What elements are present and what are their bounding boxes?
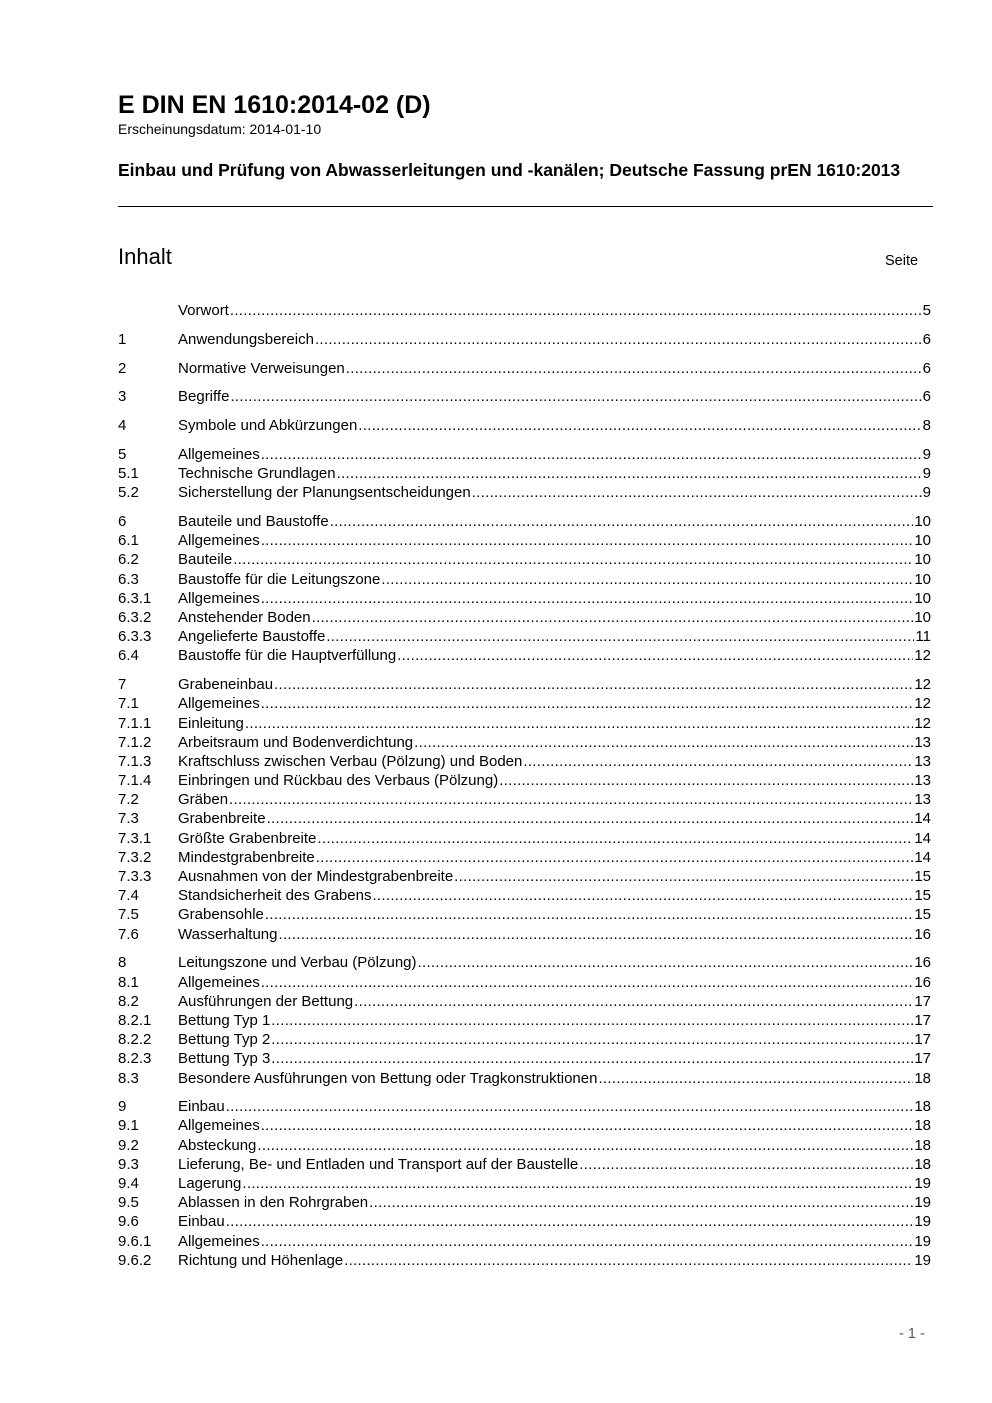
toc-entry[interactable] [118,973,931,992]
toc-entry-page: 10 [914,570,931,588]
toc-entry[interactable] [118,1116,931,1135]
toc-entry-number: 7.6 [118,925,139,943]
toc-entry-title: Allgemeines [178,1232,260,1250]
toc-entry-page: 9 [922,465,931,483]
toc-entry-title: Grabensohle [178,906,264,924]
toc-dot-leader [242,1174,913,1193]
toc-entry-number: 8 [118,954,127,972]
toc-entry[interactable] [118,1232,931,1251]
toc-entry[interactable] [118,646,931,665]
toc-entry-title: Gräben [178,791,229,809]
toc-dot-leader [261,1232,914,1251]
toc-entry[interactable] [118,1212,931,1231]
toc-entry-number: 9 [118,1098,127,1116]
toc-entry[interactable] [118,1193,931,1212]
toc-entry-title: Einbringen und Rückbau des Verbaus (Pölzung) [178,772,499,790]
toc-entry-number: 9.2 [118,1136,139,1154]
toc-entry-number: 9.5 [118,1194,139,1212]
toc-entry[interactable] [118,771,931,790]
toc-entry-number: 9.6 [118,1213,139,1231]
toc-entry-page: 15 [914,868,931,886]
toc-entry[interactable] [118,694,931,713]
toc-entry-page: 11 [915,628,931,646]
toc-entry[interactable] [118,867,931,886]
toc-entry-page: 18 [914,1155,931,1173]
toc-entry-number: 6.3.1 [118,589,152,607]
toc-entry[interactable] [118,714,931,733]
toc-entry-number: 7.3 [118,810,139,828]
toc-entry-page: 6 [922,330,931,348]
toc-dot-leader [337,464,922,483]
toc-dot-leader [499,771,913,790]
toc-entry-number: 1 [118,330,127,348]
toc-entry-title: Richtung und Höhenlage [178,1251,344,1269]
toc-entry-number: 8.2.1 [118,1011,152,1029]
toc-dot-leader [372,886,913,905]
toc-entry-title: Standsicherheit des Grabens [178,887,372,905]
toc-entry-page: 19 [914,1232,931,1250]
toc-entry[interactable] [118,905,931,924]
toc-dot-leader [330,512,914,531]
toc-dot-leader [523,752,913,771]
toc-dot-leader [472,483,922,502]
toc-entry[interactable] [118,483,931,502]
toc-entry-title: Wasserhaltung [178,925,278,943]
toc-entry[interactable] [118,1136,931,1155]
toc-entry[interactable] [118,301,931,320]
toc-heading: Inhalt [118,244,172,269]
document-title: Einbau und Prüfung von Abwasserleitungen und -kanälen; Deutsche Fassung prEN 1610:2013 [118,160,901,180]
toc-entry-page: 10 [914,609,931,626]
toc-entry-page: 16 [914,954,931,972]
toc-entry-number: 7.1.1 [118,714,152,732]
toc-entry-page: 18 [914,1069,931,1087]
toc-entry-number: 6.3 [118,570,139,588]
toc-group [118,301,931,320]
toc-dot-leader [257,1136,913,1155]
toc-entry[interactable] [118,675,931,694]
toc-entry-number: 7.3.1 [118,829,152,847]
toc-entry-page: 13 [914,791,931,809]
toc-entry-page: 17 [914,1011,931,1029]
toc-entry[interactable] [118,1097,931,1116]
toc-dot-leader [326,627,914,646]
toc-entry[interactable] [118,733,931,752]
toc-entry-number: 9.3 [118,1155,139,1173]
toc-entry-number: 9.6.2 [118,1251,152,1269]
toc-entry-page: 17 [914,1031,931,1049]
toc-dot-leader [381,570,913,589]
toc-entry-title: Bauteile [178,551,233,569]
title-divider [118,206,933,207]
toc-dot-leader [598,1069,913,1088]
toc-entry-number: 3 [118,388,127,406]
toc-entry-number: 9.1 [118,1117,139,1135]
toc-entry-number: 5.1 [118,465,139,483]
toc-dot-leader [261,589,914,608]
toc-entry-number: 7.1 [118,695,139,713]
toc-dot-leader [271,1011,913,1030]
toc-entry-page: 17 [914,1050,931,1068]
toc-entry-number: 8.2.3 [118,1050,152,1068]
toc-dot-leader [579,1155,913,1174]
toc-entry-page: 18 [914,1117,931,1135]
toc-entry-page: 12 [914,714,931,732]
toc-entry-title: Sicherstellung der Planungsentscheidungen [178,484,471,502]
toc-entry-number: 7.4 [118,887,139,905]
toc-entry-title: Angelieferte Baustoffe [178,628,326,646]
toc-dot-leader [279,925,914,944]
toc-entry[interactable] [118,992,931,1011]
toc-entry-title: Einleitung [178,714,244,732]
toc-entry-page: 15 [914,887,931,905]
toc-entry-page: 16 [914,925,931,943]
toc-dot-leader [344,1251,913,1270]
toc-dot-leader [226,1212,914,1231]
toc-entry-page: 10 [914,589,931,607]
toc-entry-page: 13 [914,772,931,790]
toc-entry-title: Allgemeines [178,973,260,991]
toc-entry[interactable] [118,550,931,569]
toc-entry[interactable] [118,416,931,435]
toc-entry-title: Allgemeines [178,1117,260,1135]
toc-entry-title: Bettung Typ 3 [178,1050,271,1068]
toc-entry-title: Größte Grabenbreite [178,829,317,847]
toc-dot-leader [346,359,922,378]
toc-entry[interactable] [118,1174,931,1193]
toc-entry-number: 7.2 [118,791,139,809]
toc-entry-title: Einbau [178,1213,225,1231]
toc-entry-number: 7.1.2 [118,733,152,751]
toc-entry-title: Technische Grundlagen [178,465,336,483]
toc-entry-number: 7.3.2 [118,848,152,866]
toc-group [118,359,931,378]
toc-entry-number: 7.1.4 [118,772,152,790]
toc-entry-page: 18 [914,1098,931,1116]
toc-entry-title: Arbeitsraum und Bodenverdichtung [178,733,414,751]
toc-entry-title: Grabeneinbau [178,676,274,694]
toc-entry[interactable] [118,608,931,627]
toc-entry[interactable] [118,886,931,905]
toc-entry-title: Bettung Typ 2 [178,1031,271,1049]
toc-entry-page: 12 [914,647,931,665]
toc-group [118,330,931,349]
toc-entry-page: 14 [914,848,931,866]
toc-entry-title: Einbau [178,1098,225,1116]
toc-entry-number: 5 [118,445,127,463]
toc-entry-number: 6.3.2 [118,609,152,626]
toc-entry-title: Symbole und Abkürzungen [178,417,358,435]
toc-entry-number: 7.3.3 [118,868,152,886]
toc-entry-page: 5 [922,302,931,319]
toc-entry-page: 10 [914,532,931,550]
toc-entry-page: 12 [914,695,931,713]
toc-entry-number: 8.2 [118,992,139,1010]
toc-entry-title: Bauteile und Baustoffe [178,513,329,531]
toc-entry-title: Mindestgrabenbreite [178,848,315,866]
toc-entry-number: 7.1.3 [118,752,152,770]
toc-entry-title: Absteckung [178,1136,257,1154]
toc-entry-number: 5.2 [118,484,139,502]
toc-entry[interactable] [118,570,931,589]
page-number: - 1 - [899,1326,925,1342]
toc-entry-page: 14 [914,810,931,828]
toc-dot-leader [261,694,914,713]
toc-entry-page: 19 [914,1251,931,1269]
toc-dot-leader [316,848,914,867]
toc-entry-title: Besondere Ausführungen von Bettung oder Tragkonstruktionen [178,1069,598,1087]
toc-entry[interactable] [118,1011,931,1030]
toc-entry-page: 17 [914,992,931,1010]
toc-entry-number: 6.1 [118,532,139,550]
toc-entry-page: 13 [914,733,931,751]
toc-dot-leader [397,646,913,665]
toc-entry-page: 9 [922,484,931,502]
toc-dot-leader [358,416,921,435]
toc-entry-number: 8.3 [118,1069,139,1087]
toc-entry-page: 15 [914,906,931,924]
toc-dot-leader [315,330,922,349]
toc-entry-title: Allgemeines [178,589,260,607]
toc-entry-number: 2 [118,359,127,377]
toc-entry-page: 19 [914,1213,931,1231]
toc-dot-leader [369,1193,913,1212]
toc-entry-page: 19 [914,1194,931,1212]
toc-entry-page: 18 [914,1136,931,1154]
toc-entry-page: 19 [914,1175,931,1193]
toc-entry-title: Begriffe [178,388,230,406]
toc-entry-page: 10 [914,551,931,569]
toc-dot-leader [245,714,913,733]
toc-entry[interactable] [118,1049,931,1068]
toc-group [118,445,931,503]
toc-entry-page: 6 [922,388,931,406]
toc-dot-leader [233,550,913,569]
toc-dot-leader [261,445,922,464]
toc-entry-page: 13 [914,752,931,770]
toc-entry-page: 14 [914,829,931,847]
toc-entry-number: 6.3.3 [118,628,152,646]
toc-entry-number: 8.2.2 [118,1031,152,1049]
toc-entry-title: Kraftschluss zwischen Verbau (Pölzung) und Boden [178,752,523,770]
toc-entry[interactable] [118,1069,931,1088]
toc-entry-page: 8 [922,417,931,435]
toc-dot-leader [226,1097,914,1116]
toc-entry[interactable] [118,925,931,944]
toc-dot-leader [454,867,913,886]
toc-dot-leader [265,905,913,924]
toc-dot-leader [317,829,913,848]
toc-entry-title: Leitungszone und Verbau (Pölzung) [178,954,417,972]
toc-entry-title: Allgemeines [178,695,260,713]
toc-dot-leader [271,1030,913,1049]
toc-entry[interactable] [118,387,931,406]
toc-entry[interactable] [118,809,931,828]
toc-group [118,387,931,406]
toc-group [118,675,931,944]
toc-entry-page: 10 [914,513,931,531]
toc-entry-title: Anwendungsbereich [178,330,314,348]
toc-entry[interactable] [118,359,931,378]
toc-entry-title: Lagerung [178,1175,242,1193]
toc-entry-number: 6 [118,513,127,531]
toc-entry-number: 7 [118,676,127,694]
toc-entry-page: 12 [914,676,931,694]
toc-entry-title: Ausnahmen von der Mindestgrabenbreite [178,868,454,886]
toc-dot-leader [230,387,921,406]
toc-dot-leader [230,301,922,320]
toc-dot-leader [229,790,913,809]
toc-dot-leader [261,973,914,992]
toc-entry-number: 6.2 [118,551,139,569]
toc-entry[interactable] [118,1030,931,1049]
toc-entry[interactable] [118,829,931,848]
toc-entry-title: Grabenbreite [178,810,266,828]
toc-entry-title: Normative Verweisungen [178,359,345,377]
toc-entry[interactable] [118,1251,931,1270]
toc-entry-page: 16 [914,973,931,991]
toc-entry-title: Ablassen in den Rohrgraben [178,1194,369,1212]
toc-entry[interactable] [118,752,931,771]
toc-entry-page: 6 [922,359,931,377]
toc-entry[interactable] [118,531,931,550]
toc-group [118,953,931,1087]
table-of-contents [118,301,931,1280]
toc-dot-leader [312,608,914,627]
toc-entry-title: Ausführungen der Bettung [178,992,354,1010]
toc-entry[interactable] [118,627,931,646]
toc-entry-number: 9.4 [118,1175,139,1193]
toc-dot-leader [271,1049,913,1068]
toc-entry-title: Allgemeines [178,445,260,463]
toc-entry-title: Bettung Typ 1 [178,1011,271,1029]
toc-entry-number: 8.1 [118,973,139,991]
toc-entry[interactable] [118,512,931,531]
toc-entry-title: Vorwort [178,302,229,319]
toc-entry[interactable] [118,589,931,608]
toc-entry-title: Lieferung, Be- und Entladen und Transport auf der Baustelle [178,1155,579,1173]
toc-dot-leader [418,953,914,972]
toc-entry[interactable] [118,464,931,483]
toc-dot-leader [414,733,913,752]
toc-entry[interactable] [118,445,931,464]
toc-entry-number: 6.4 [118,647,139,665]
document-id: E DIN EN 1610:2014-02 (D) [118,91,431,119]
toc-entry[interactable] [118,330,931,349]
toc-entry[interactable] [118,1155,931,1174]
toc-page-column-label: Seite [885,253,919,269]
toc-entry-title: Baustoffe für die Hauptverfüllung [178,647,397,665]
publication-date: Erscheinungsdatum: 2014-01-10 [118,121,322,137]
toc-entry[interactable] [118,848,931,867]
toc-group [118,1097,931,1270]
toc-entry[interactable] [118,790,931,809]
toc-entry-title: Baustoffe für die Leitungszone [178,570,381,588]
toc-entry-number: 4 [118,417,127,435]
toc-dot-leader [261,531,914,550]
toc-entry-number: 9.6.1 [118,1232,152,1250]
toc-entry-title: Anstehender Boden [178,609,311,626]
toc-entry-page: 9 [922,445,931,463]
toc-dot-leader [354,992,913,1011]
toc-group [118,416,931,435]
toc-entry-title: Allgemeines [178,532,260,550]
toc-dot-leader [261,1116,914,1135]
toc-dot-leader [274,675,913,694]
toc-group [118,512,931,666]
toc-dot-leader [267,809,914,828]
toc-entry[interactable] [118,953,931,972]
toc-entry-number: 7.5 [118,906,139,924]
